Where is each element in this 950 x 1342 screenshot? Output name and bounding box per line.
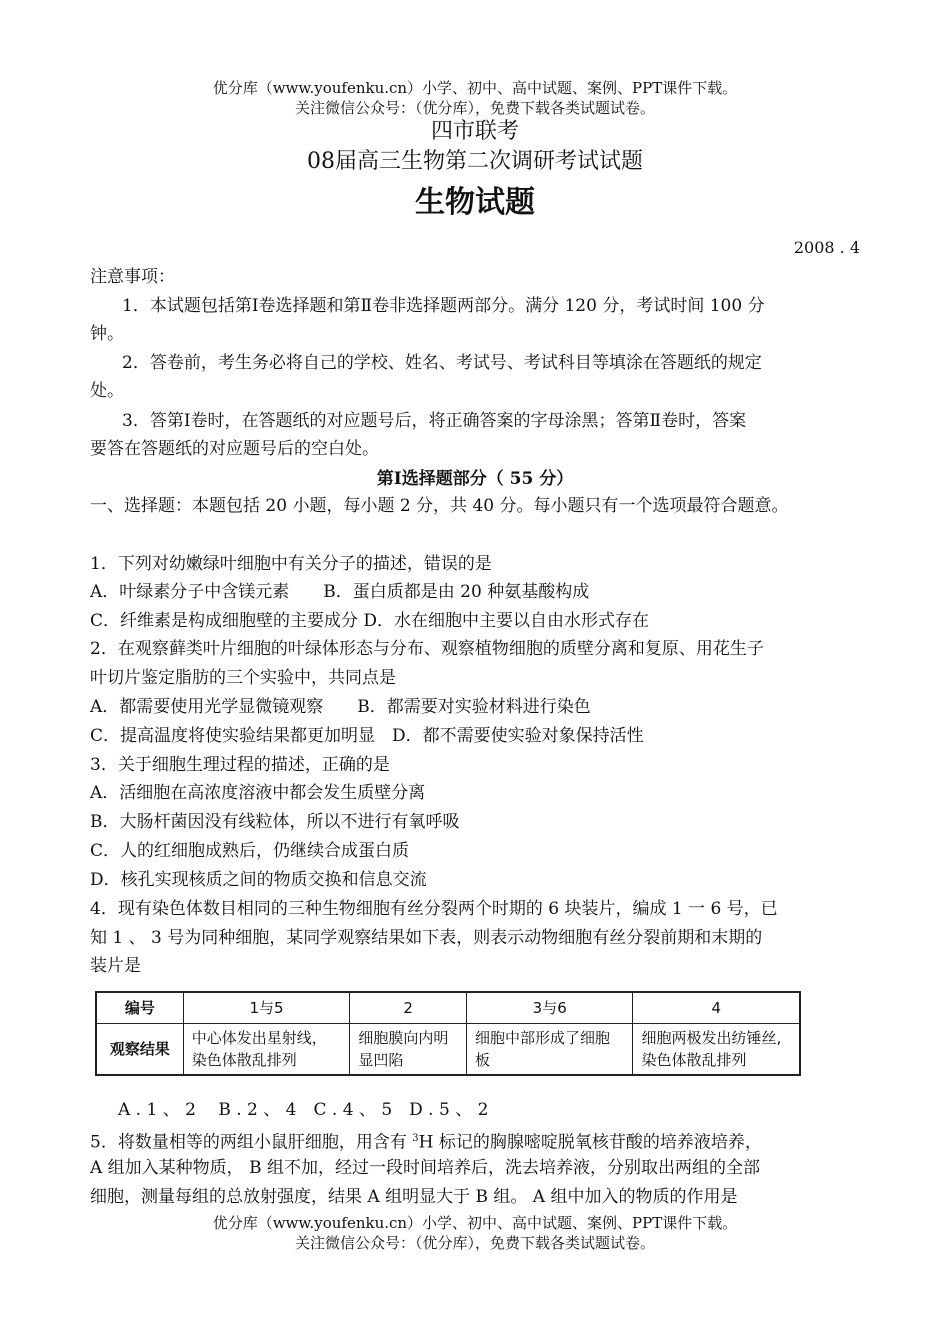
table-header-cell: 1与5 [183,992,350,1024]
table-cell: 细胞膜向内明显凹陷 [350,1024,467,1076]
q4-observation-table [95,991,801,1076]
q5-stem-text-a: 5．将数量相等的两组小鼠肝细胞，用含有 [90,1132,413,1153]
q1-options-cd: C．纤维素是构成细胞壁的主要成分 D．水在细胞中主要以自由水形式存在 [90,611,650,631]
q4-options: A . 1 、 2 B . 2 、 4 C . 4 、 5 D . 5 、 2 [118,1100,489,1120]
page-title: 生物试题 [415,185,535,220]
notice-2-line-2: 处。 [90,381,124,401]
table-header-cell: 4 [633,992,800,1024]
section-title: 第Ⅰ选择题部分（ 55 分） [376,469,574,489]
table-cell: 中心体发出星射线，染色体散乱排列 [183,1024,350,1076]
header-line-1: 优分库（www.youfenku.cn）小学、初中、高中试题、案例、PPT课件下载。 [212,79,738,97]
table-header-cell: 3与6 [466,992,632,1024]
q2-stem-line-2: 叶切片鉴定脂肪的三个实验中，共同点是 [90,668,396,688]
table-cell: 细胞中部形成了细胞板 [466,1024,632,1076]
table-row-label: 观察结果 [96,1024,183,1076]
notice-heading: 注意事项： [90,267,175,287]
q3-option-a: A．活细胞在高浓度溶液中都会发生质壁分离 [90,783,426,803]
section-intro: 一、选择题：本题包括 20 小题，每小题 2 分，共 40 分。每小题只有一个选项最符合题意。 [90,496,789,516]
q5-stem-line-3: 细胞，测量每组的总放射强度，结果 A 组明显大于 B 组。 A 组中加入的物质的作用是 [90,1187,738,1207]
q4-stem-line-3: 装片是 [90,956,141,976]
notice-1-line-1: 1．本试题包括第Ⅰ卷选择题和第Ⅱ卷非选择题两部分。满分 120 分，考试时间 100 分 [122,296,765,316]
notice-3-line-1: 3．答第Ⅰ卷时，在答题纸的对应题号后，将正确答案的字母涂黑；答第Ⅱ卷时，答案 [122,411,747,431]
q5-superscript: 3 [412,1133,419,1144]
footer-line-2: 关注微信公众号：（优分库），免费下载各类试题试卷。 [294,1234,655,1252]
title-line-1: 四市联考 [430,119,519,144]
footer-line-1: 优分库（www.youfenku.cn）小学、初中、高中试题、案例、PPT课件下载。 [212,1214,738,1232]
q1-stem: 1．下列对幼嫩绿叶细胞中有关分子的描述，错误的是 [90,554,492,574]
notice-2-line-1: 2．答卷前，考生务必将自己的学校、姓名、考试号、考试科目等填涂在答题纸的规定 [122,353,762,373]
q4-stem-line-2: 知 1 、 3 号为同种细胞，某同学观察结果如下表，则表示动物细胞有丝分裂前期和末期的 [90,928,763,948]
table-header-cell: 2 [350,992,467,1024]
table-header-row [96,992,800,1024]
notice-1-line-2: 钟。 [90,324,124,344]
q3-option-d: D．核孔实现核质之间的物质交换和信息交流 [90,870,427,890]
q2-stem-line-1: 2．在观察藓类叶片细胞的叶绿体形态与分布、观察植物细胞的质壁分离和复原、用花生子 [90,639,764,659]
exam-date: 2008 . 4 [793,238,860,257]
q5-stem-line-2: A 组加入某种物质， B 组不加，经过一段时间培养后，洗去培养液，分别取出两组的全部 [90,1158,760,1178]
table-header-cell: 编号 [96,992,183,1024]
header-line-2: 关注微信公众号：（优分库），免费下载各类试题试卷。 [294,99,655,117]
table-cell: 细胞两极发出纺锤丝,染色体散乱排列 [633,1024,800,1076]
q1-options-ab: A．叶绿素分子中含镁元素 B．蛋白质都是由 20 种氨基酸构成 [90,582,590,602]
q3-stem: 3．关于细胞生理过程的描述，正确的是 [90,755,390,775]
q2-options-ab: A．都需要使用光学显微镜观察 B．都需要对实验材料进行染色 [90,697,591,717]
q5-stem-line-1 [90,1128,865,1154]
q5-stem-text-b: H 标记的胸腺嘧啶脱氧核苷酸的培养液培养， [418,1132,762,1153]
q3-option-b: B．大肠杆菌因没有线粒体，所以不进行有氧呼吸 [90,812,460,832]
notice-3-line-2: 要答在答题纸的对应题号后的空白处。 [90,439,379,459]
table-row [96,1024,800,1076]
q2-options-cd: C．提高温度将使实验结果都更加明显 D．都不需要使实验对象保持活性 [90,726,644,746]
q4-stem-line-1: 4．现有染色体数目相同的三种生物细胞有丝分裂两个时期的 6 块装片，编成 1 一 6 号，已 [90,899,778,919]
title-line-2: 08届高三生物第二次调研考试试题 [307,149,643,174]
q3-option-c: C．人的红细胞成熟后，仍继续合成蛋白质 [90,841,410,861]
